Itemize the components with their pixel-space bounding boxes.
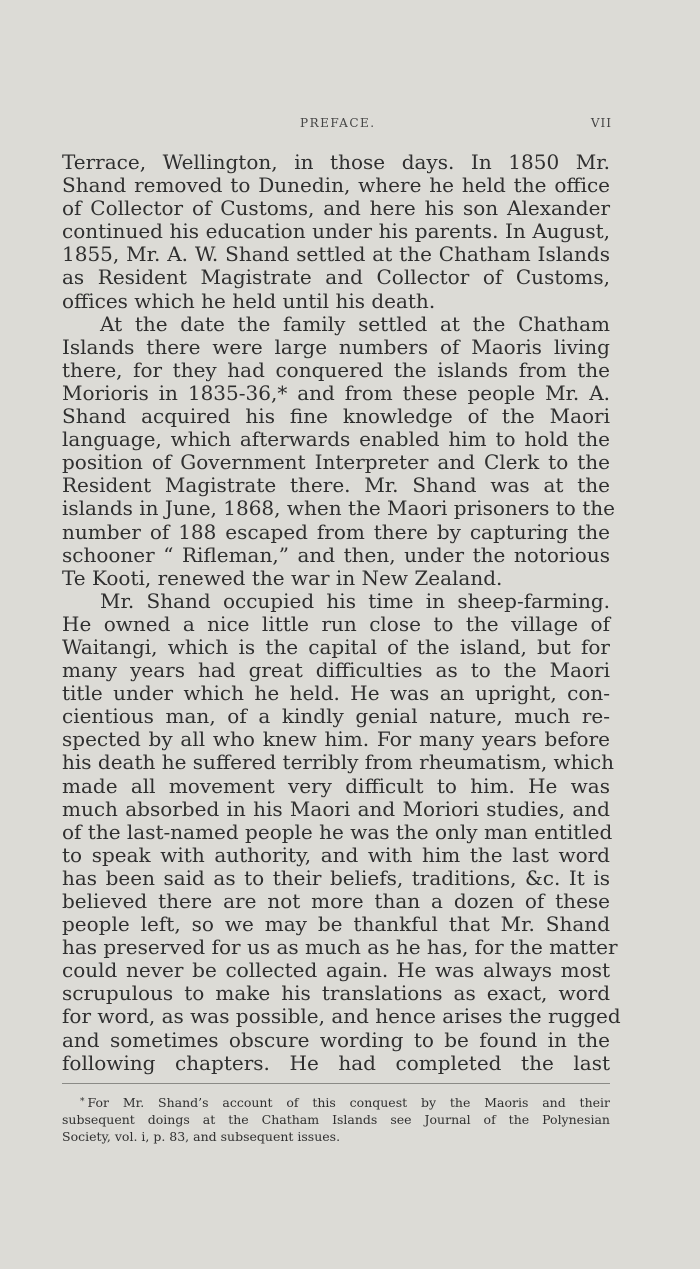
text-line: Resident Magistrate there. Mr. Shand was at the: [62, 473, 610, 498]
text-line: people left, so we may be thankful that Mr. Shand: [62, 912, 610, 937]
text-line: Terrace, Wellington, in those days. In 1850 Mr.: [62, 150, 610, 174]
running-head: [300, 116, 612, 132]
text-line: schooner “ Rifleman,” and then, under the notorious: [62, 542, 610, 567]
text-line: and sometimes obscure wording to be found in the: [62, 1027, 610, 1052]
text-line: language, which afterwards enabled him to hold the: [62, 427, 610, 452]
text-line: islands in June, 1868, when the Maori prisoners to the: [62, 496, 615, 521]
footnote-line: subsequent doings at the Chatham Islands see Journal of the Polynesian: [62, 1112, 610, 1127]
text-line: has preserved for us as much as he has, for the matter: [62, 935, 618, 960]
text-line: following chapters. He had completed the last: [62, 1050, 610, 1075]
text-line: believed there are not more than a dozen of these: [62, 889, 610, 913]
text-line: much absorbed in his Maori and Moriori studies, and: [62, 796, 610, 821]
text-line: of Collector of Customs, and here his son Alexander: [62, 196, 610, 221]
text-line: Shand removed to Dunedin, where he held the office: [62, 173, 610, 198]
text-line: of the last-named people he was the only man entitled: [62, 819, 613, 844]
text-line: continued his education under his parents. In August,: [62, 219, 610, 244]
text-line: scrupulous to make his translations as exact, word: [62, 981, 610, 1006]
text-line: Mr. Shand occupied his time in sheep-farming.: [100, 588, 610, 613]
text-line: Islands there were large numbers of Maoris living: [62, 334, 610, 359]
running-title: PREFACE.: [300, 116, 376, 130]
text-line: cientious man, of a kindly genial nature, much re-: [62, 704, 610, 729]
text-line: 1855, Mr. A. W. Shand settled at the Chatham Islands: [62, 242, 610, 267]
page-number: VII: [590, 116, 612, 130]
text-line: made all movement very difficult to him. He was: [62, 773, 610, 798]
body-text: [62, 150, 621, 1075]
text-line: as Resident Magistrate and Collector of Customs,: [62, 265, 610, 290]
text-line: offices which he held until his death.: [62, 288, 436, 313]
text-line: could never be collected again. He was always most: [62, 958, 610, 983]
footnote-divider: [62, 1083, 610, 1084]
footnote-line: [62, 1094, 610, 1111]
text-line: has been said as to their beliefs, traditions, &c. It is: [62, 865, 610, 890]
text-line: position of Government Interpreter and Clerk to the: [62, 450, 610, 475]
footnote-marker: *: [80, 1097, 85, 1107]
text-line: At the date the family settled at the Chatham: [100, 311, 610, 336]
text-line: Morioris in 1835-36,* and from these people Mr. A.: [62, 380, 610, 405]
text-line: there, for they had conquered the islands from the: [62, 357, 610, 382]
text-line: many years had great difficulties as to the Maori: [62, 658, 610, 683]
text-line: for word, as was possible, and hence arises the rugged: [62, 1004, 621, 1029]
text-line: to speak with authority, and with him the last word: [62, 842, 610, 867]
footnote-text: For Mr. Shand’s account of this conquest by the Maoris and their: [87, 1095, 610, 1110]
text-line: Te Kooti, renewed the war in New Zealand.: [62, 565, 503, 590]
text-line: his death he suffered terribly from rheumatism, which: [62, 750, 615, 775]
text-line: title under which he held. He was an upright, con-: [62, 681, 610, 706]
footnote: [62, 1094, 610, 1145]
text-line: spected by all who knew him. For many years before: [62, 727, 610, 752]
text-line: Shand acquired his fine knowledge of the Maori: [62, 404, 610, 429]
text-line: He owned a nice little run close to the village of: [62, 611, 610, 636]
text-line: Waitangi, which is the capital of the island, but for: [62, 634, 610, 659]
text-line: number of 188 escaped from there by capturing the: [62, 519, 610, 544]
footnote-line: Society, vol. i, p. 83, and subsequent issues.: [62, 1129, 341, 1144]
